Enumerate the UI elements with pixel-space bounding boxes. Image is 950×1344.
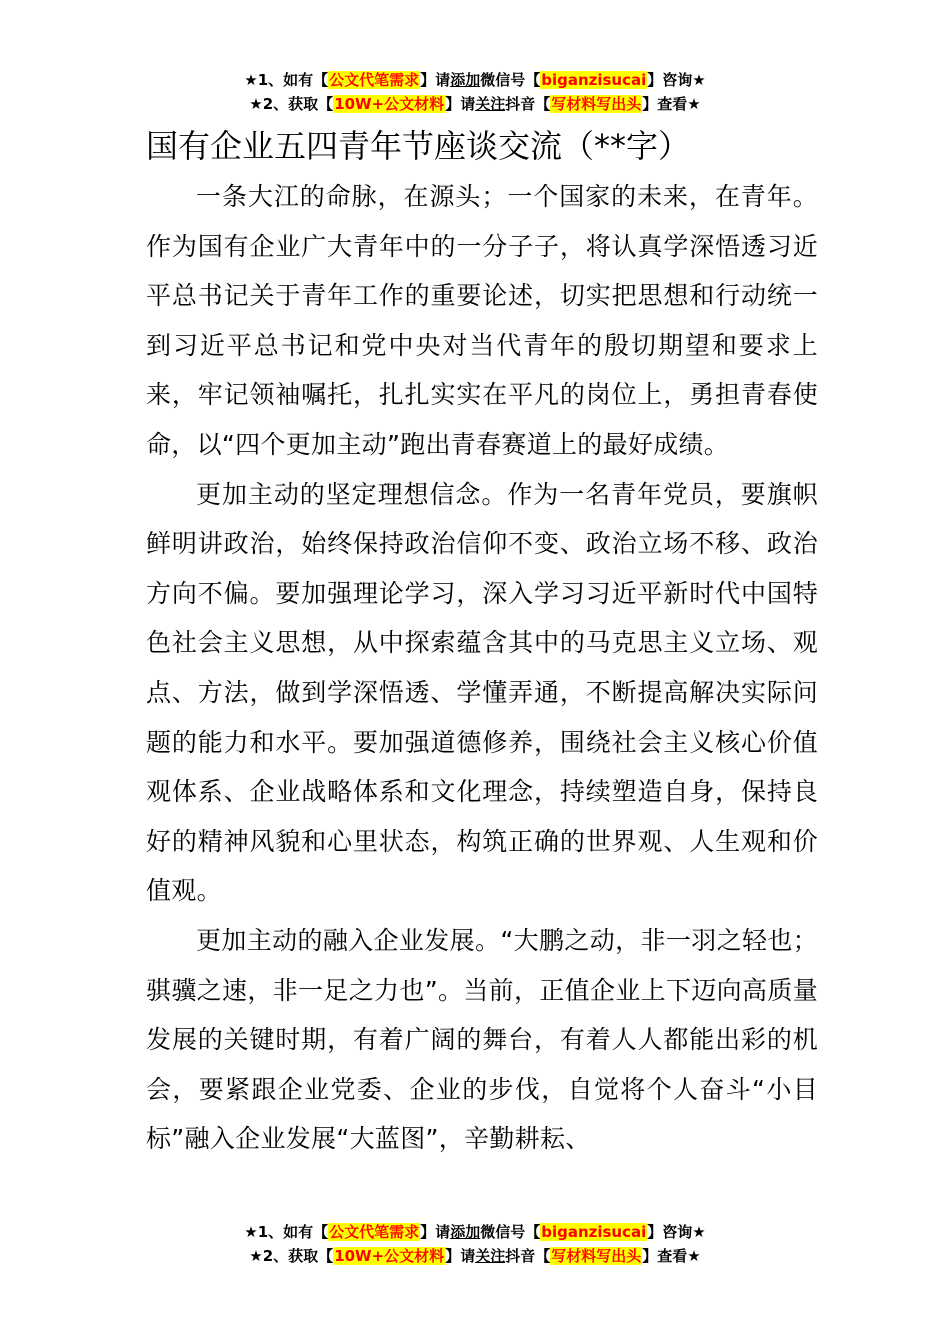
promo-wechat-id: biganzisucai xyxy=(541,1223,647,1241)
promo-text: 】请 xyxy=(445,95,476,113)
promo-underlined: 添加 xyxy=(450,71,481,89)
promo-text: 】查看★ xyxy=(642,1247,701,1265)
promo-text: 】咨询★ xyxy=(647,71,706,89)
promo-line-2 xyxy=(0,92,950,116)
promo-underlined: 关注 xyxy=(475,1247,506,1265)
promo-highlight: 10W+公文材料 xyxy=(334,95,445,113)
promo-text: 】请 xyxy=(420,1223,451,1241)
promo-douyin-id: 写材料写出头 xyxy=(551,1247,642,1265)
promo-text: 】咨询★ xyxy=(647,1223,706,1241)
promo-text: 】请 xyxy=(445,1247,476,1265)
promo-line-1 xyxy=(0,68,950,92)
promo-text: ★2、获取【 xyxy=(249,1247,334,1265)
promo-banner-top xyxy=(0,68,950,116)
paragraph: 更加主动的坚定理想信念。作为一名青年党员，要旗帜鲜明讲政治，始终保持政治信仰不变、政治立场不移、政治方向不偏。要加强理论学习，深入学习习近平新时代中国特色社会主义思想，从中探索蕴含其中的马克思主义立场、观点、方法，做到学深悟透、学懂弄通，不断提高解决实际问题的能力和水平。要加强道德修养，围绕社会主义核心价值观体系、企业战略体系和文化理念，持续塑造自身，保持良好的精神风貌和心里状态，构筑正确的世界观、人生观和价值观。 xyxy=(146,479,818,906)
paragraph: 更加主动的融入企业发展。“大鹏之动，非一羽之轻也；骐骥之速，非一足之力也”。当前，正值企业上下迈向高质量发展的关键时期，有着广阔的舞台，有着人人都能出彩的机会，要紧跟企业党委、企业的步伐，自觉将个人奋斗“小目标”融入企业发展“大蓝图”，辛勤耕耘、 xyxy=(146,925,818,1154)
promo-line-1 xyxy=(0,1220,950,1244)
promo-underlined: 添加 xyxy=(450,1223,481,1241)
promo-highlight: 公文代笔需求 xyxy=(329,71,420,89)
promo-highlight: 10W+公文材料 xyxy=(334,1247,445,1265)
promo-text: 微信号【 xyxy=(480,1223,541,1241)
paragraph: 一条大江的命脉，在源头；一个国家的未来，在青年。作为国有企业广大青年中的一分子子，将认真学深悟透习近平总书记关于青年工作的重要论述，切实把思想和行动统一到习近平总书记和党中央对当代青年的殷切期望和要求上来，牢记领袖嘱托，扎扎实实在平凡的岗位上，勇担青春使命，以“四个更加主动”跑出青春赛道上的最好成绩。 xyxy=(146,182,818,459)
promo-wechat-id: biganzisucai xyxy=(541,71,647,89)
document-body xyxy=(146,172,818,1154)
document-title: 国有企业五四青年节座谈交流（**字） xyxy=(146,127,691,165)
promo-line-2 xyxy=(0,1244,950,1268)
promo-text: 】查看★ xyxy=(642,95,701,113)
promo-text: ★1、如有【 xyxy=(244,71,329,89)
promo-text: ★1、如有【 xyxy=(244,1223,329,1241)
promo-text: ★2、获取【 xyxy=(249,95,334,113)
promo-underlined: 关注 xyxy=(475,95,506,113)
promo-text: 】请 xyxy=(420,71,451,89)
promo-text: 抖音【 xyxy=(505,1247,551,1265)
promo-text: 抖音【 xyxy=(505,95,551,113)
promo-highlight: 公文代笔需求 xyxy=(329,1223,420,1241)
promo-text: 微信号【 xyxy=(480,71,541,89)
promo-banner-bottom xyxy=(0,1220,950,1268)
promo-douyin-id: 写材料写出头 xyxy=(551,95,642,113)
